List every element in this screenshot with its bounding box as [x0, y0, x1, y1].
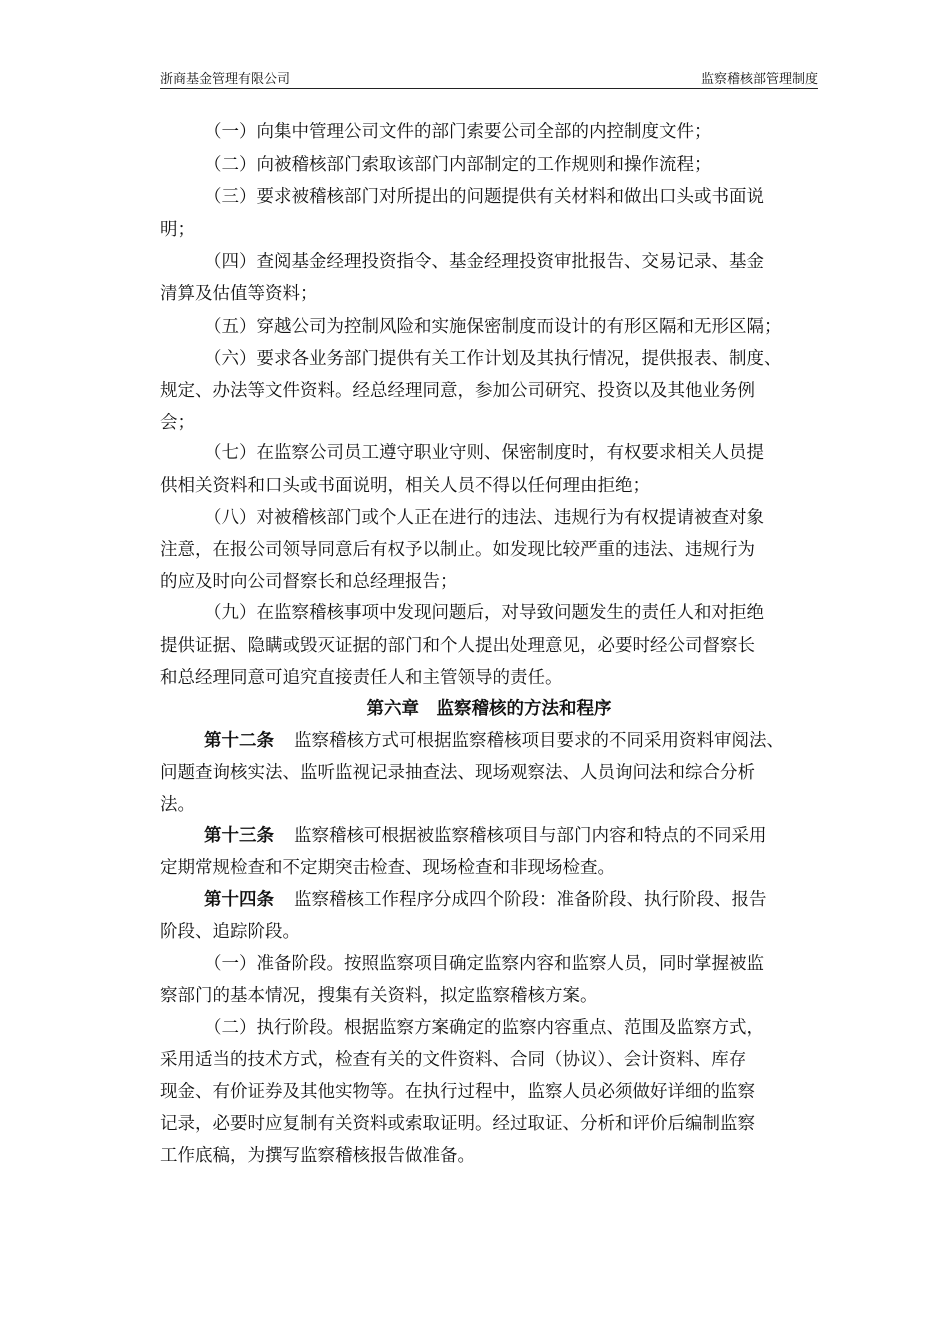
text-line: 会； — [160, 413, 195, 433]
article-13 — [204, 824, 767, 848]
header-title: 监察稽核部管理制度 — [700, 72, 818, 87]
article-text: 监察稽核工作程序分成四个阶段：准备阶段、执行阶段、报告 — [294, 890, 767, 910]
article-label: 第十三条 — [204, 826, 274, 846]
text-line: 记录，必要时应复制有关资料或索取证明。经过取证、分析和评价后编制监察 — [160, 1114, 755, 1134]
text-line: 规定、办法等文件资料。经总经理同意，参加公司研究、投资以及其他业务例 — [160, 381, 755, 401]
text-line: 问题查询核实法、监听监视记录抽查法、现场观察法、人员询问法和综合分析 — [160, 763, 755, 783]
article-text: 监察稽核方式可根据监察稽核项目要求的不同采用资料审阅法、 — [294, 731, 784, 751]
text-line: 的应及时向公司督察长和总经理报告； — [160, 572, 458, 592]
text-line: 供相关资料和口头或书面说明，相关人员不得以任何理由拒绝； — [160, 476, 650, 496]
header-company: 浙商基金管理有限公司 — [160, 72, 291, 87]
text-line: （九）在监察稽核事项中发现问题后，对导致问题发生的责任人和对拒绝 — [204, 603, 764, 623]
text-line: （一）向集中管理公司文件的部门索要公司全部的内控制度文件； — [204, 122, 712, 142]
article-text: 监察稽核可根据被监察稽核项目与部门内容和特点的不同采用 — [294, 826, 767, 846]
text-line: 法。 — [160, 795, 195, 815]
text-line: （八）对被稽核部门或个人正在进行的违法、违规行为有权提请被查对象 — [204, 508, 764, 528]
text-line: 和总经理同意可追究直接责任人和主管领导的责任。 — [160, 668, 563, 688]
text-line: 清算及估值等资料； — [160, 284, 318, 304]
text-line: 定期常规检查和不定期突击检查、现场检查和非现场检查。 — [160, 858, 615, 878]
text-line: 提供证据、隐瞒或毁灭证据的部门和个人提出处理意见，必要时经公司督察长 — [160, 636, 755, 656]
text-line: 工作底稿，为撰写监察稽核报告做准备。 — [160, 1146, 475, 1166]
text-line: （六）要求各业务部门提供有关工作计划及其执行情况，提供报表、制度、 — [204, 349, 782, 369]
text-line: （二）向被稽核部门索取该部门内部制定的工作规则和操作流程； — [204, 155, 712, 175]
article-label: 第十二条 — [204, 731, 274, 751]
text-line: 阶段、追踪阶段。 — [160, 922, 300, 942]
text-line: （二）执行阶段。根据监察方案确定的监察内容重点、范围及监察方式， — [204, 1018, 764, 1038]
text-line: （五）穿越公司为控制风险和实施保密制度而设计的有形区隔和无形区隔； — [204, 317, 782, 337]
page-header — [160, 66, 818, 89]
text-line: 察部门的基本情况，搜集有关资料，拟定监察稽核方案。 — [160, 986, 598, 1006]
chapter-heading: 第六章 监察稽核的方法和程序 — [366, 699, 612, 719]
article-12 — [204, 729, 784, 753]
article-14 — [204, 888, 767, 912]
text-line: （四）查阅基金经理投资指令、基金经理投资审批报告、交易记录、基金 — [204, 252, 764, 272]
article-label: 第十四条 — [204, 890, 274, 910]
text-line: 采用适当的技术方式，检查有关的文件资料、合同（协议）、会计资料、库存 — [160, 1050, 747, 1070]
text-line: （七）在监察公司员工遵守职业守则、保密制度时，有权要求相关人员提 — [204, 443, 764, 463]
text-line: 明； — [160, 220, 195, 240]
text-line: （一）准备阶段。按照监察项目确定监察内容和监察人员，同时掌握被监 — [204, 954, 764, 974]
text-line: 现金、有价证券及其他实物等。在执行过程中，监察人员必须做好详细的监察 — [160, 1082, 755, 1102]
text-line: 注意，在报公司领导同意后有权予以制止。如发现比较严重的违法、违规行为 — [160, 540, 755, 560]
text-line: （三）要求被稽核部门对所提出的问题提供有关材料和做出口头或书面说 — [204, 187, 764, 207]
